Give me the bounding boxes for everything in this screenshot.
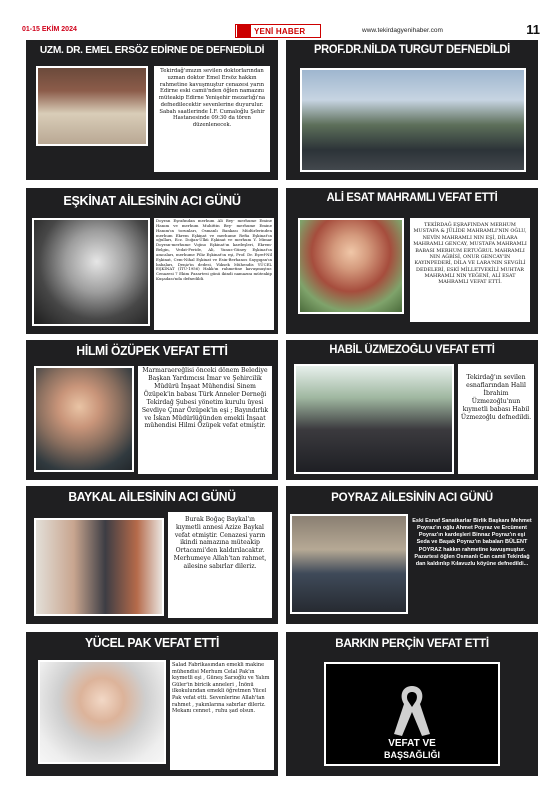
article-body: Tekirdağ'ın sevilen esnaflarından Halil İbrahim Üzmezoğlu'nun kıymetli babası Habil Üzmezoğlu defnedildi.	[460, 374, 532, 422]
article-body: TEKİRDAĞ EŞRAFINDAN MERHUM MUSTAFA & JÜLİDE MAHRAMLI'NIN OĞLU, NEVİN MAHRAMLI NIN EŞİ, DİLARA MAHRAMLI GENCAY, MUSTAFA MAHRAMLI BABASI MERHUM ERTUĞRUL MAHRAMLI NIN AĞBİSİ, ONUR GENCAY'IN KAYINPEDERİ, DİLA VE LARA'NIN SEVGİLİ DEDELERİ, ESKİ MİLLETVEKİLİ MUHTAR MAHRAMLI NIN YEĞENİ, ALİ ESAT MAHRAMLI VEFAT ETTİ.	[413, 222, 527, 286]
mourning-ribbon-icon	[392, 682, 432, 738]
family-photo	[34, 518, 164, 616]
logo-text: YENİ HABER	[254, 26, 306, 36]
portrait-photo	[298, 218, 404, 314]
issue-date: 01-15 EKİM 2024	[22, 26, 77, 33]
article-body: Burak Boğaç Baykal'ın kıymetli annesi Azize Baykal vefat etmiştir. Cenazesi yarın ikindi namazına müteakip Ortacami'den kaldırılacaktır. Merhumeye Allah'tan rahmet, ailesine sabırlar dileriz.	[173, 516, 267, 570]
article-body: Salad Fabrikasından emekli makine mühendisi Merhum Celal Pak'ın kıymetli eşi , Güneş Sarıoğlu ve Yalım Güler'in biricik anneleri , İnönü ilkokulundan emekli öğretmen Yücel Pak vefat etti. Sevenlerine Allah'tan rahmet , yakınlarına sabırlar dileriz. Mekanı cennet , ruhu şad olsun.	[172, 662, 270, 715]
article-ersoz	[26, 40, 278, 180]
article-title: BAYKAL AİLESİNİN ACI GÜNÜ	[68, 490, 236, 504]
article-uzmezoglu	[286, 340, 538, 480]
article-percin	[286, 632, 538, 776]
article-mahramli	[286, 188, 538, 334]
article-body: Tekirdağ'ımızın sevilen doktorlarından uzman doktor Emel Ersöz hakkın rahmetine kavuşmuştur cenazesi yarın Edirne eski camii'nden öğlen namazını müteakip Edirne Yenişehir mezarlığı'na defnedilecektir sevenlerine duyurulur. Sabah saatlerinde İ.F. Cumaloğlu Şehir Hastanesinde 09:30 da tören düzenlenecek.	[158, 68, 266, 129]
article-body: Eski Esnaf Sanatkarlar Birlik Başkanı Mehmet Poyraz'ın oğlu Ahmet Poyraz ve Ercüment Poyraz'ın kardeşleri Binnaz Poyraz'ın eşi Seda ve Başak Poyraz'ın babaları BÜLENT POYRAZ hakkın rahmetine kavuşmuştur. Pazartesi öğlen Osmanlı Can camii Tekirdağ dan kaldırılıp Kılavuzlu köyüne defnedildi...	[412, 518, 532, 567]
article-title: BARKIN PERÇİN VEFAT ETTİ	[335, 636, 489, 650]
article-title: YÜCEL PAK VEFAT ETTİ	[84, 636, 220, 650]
article-baykal	[26, 486, 278, 624]
article-eskinat	[26, 188, 278, 334]
funeral-group-photo	[290, 514, 408, 614]
article-body: Marmaraereğlisi önceki dönem Belediye Başkan Yardımcısı İmar ve Şehircilik Müdürü İnşaat Mühendisi Sinem Özüpek'in babası Türk Anneler Derneği Tekirdağ Şubesi yönetim kurulu üyesi Sevdiye Çınar Özüpek'in eşi ; Bayındırlık ve İskan Müdürlüğünden emekli İnşaat mühendisi Hilmi Özüpek vefat etmiştir.	[141, 367, 269, 430]
article-pak	[26, 632, 278, 776]
article-title: PROF.DR.NİLDA TURGUT DEFNEDİLDİ	[314, 44, 510, 56]
article-title: HİLMİ ÖZÜPEK VEFAT ETTİ	[76, 344, 228, 358]
portrait-photo	[32, 218, 150, 326]
funeral-photo	[36, 66, 148, 146]
condolence-line-1: VEFAT VE	[388, 738, 436, 749]
article-turgut	[286, 40, 538, 180]
article-poyraz	[286, 486, 538, 624]
article-title: EŞKİNAT AİLESİNİN ACI GÜNÜ	[63, 193, 241, 208]
article-body: Doyran Eşrafından merhum Ali Bey- merhume Emine Hanım ve merhum Muhittin Bey- merhume Emine Hanım'ın torunları, Osmanlı Bankası Müdürlerinden merhum Ekrem Eşkinat ve merhume Refia Eşkinat'ın oğulları, Ecz. Doğan-Ülkü Eşkinat ve merhum Y. Mimar Doyran-merhume Vojino Eşkinat'ın kardeşleri, Ekrem-Belgin, Vedat-Feride, Ali, Yunus-Güney Eşkinat'ın amcaları, merhume Filiz Eşkinat'ın eşi, Prof. Dr. Eşref-Nil Eşkinat, Cem-Nihal Eşkinat ve Esin-Berhanos Saygıgan'ın babaları, Deniz'in dedesi, Yüksek Mühendis YÜCEL EŞKİNAT (İTÜ-1956) Hakk'ın rahmetine kavuşmuştur. Cenazesi 7 Ekim Pazartesi günü ikindi namazını müteakip Kuşadası'nda defnedildi.	[156, 218, 272, 282]
article-title: POYRAZ AİLESİNİN ACI GÜNÜ	[331, 490, 493, 504]
newspaper-logo	[235, 24, 321, 38]
condolence-card	[324, 662, 500, 766]
page-header	[22, 22, 540, 42]
condolence-line-2: BAŞSAĞLIĞI	[383, 750, 440, 760]
portrait-photo	[34, 366, 134, 472]
funeral-crowd-photo	[300, 68, 526, 172]
condolence-photo	[294, 364, 454, 474]
website-url[interactable]: www.tekirdagyenihaber.com	[362, 27, 443, 34]
logo-mark-icon	[237, 25, 251, 37]
article-title: ALİ ESAT MAHRAMLI VEFAT ETTİ	[326, 192, 498, 204]
article-title: UZM. DR. EMEL ERSÖZ EDİRNE DE DEFNEDİLDİ	[39, 44, 265, 56]
article-ozupek	[26, 340, 278, 480]
portrait-photo	[38, 660, 166, 764]
page-number: 11	[526, 22, 540, 37]
article-title: HABİL ÜZMEZOĞLU VEFAT ETTİ	[329, 344, 495, 356]
